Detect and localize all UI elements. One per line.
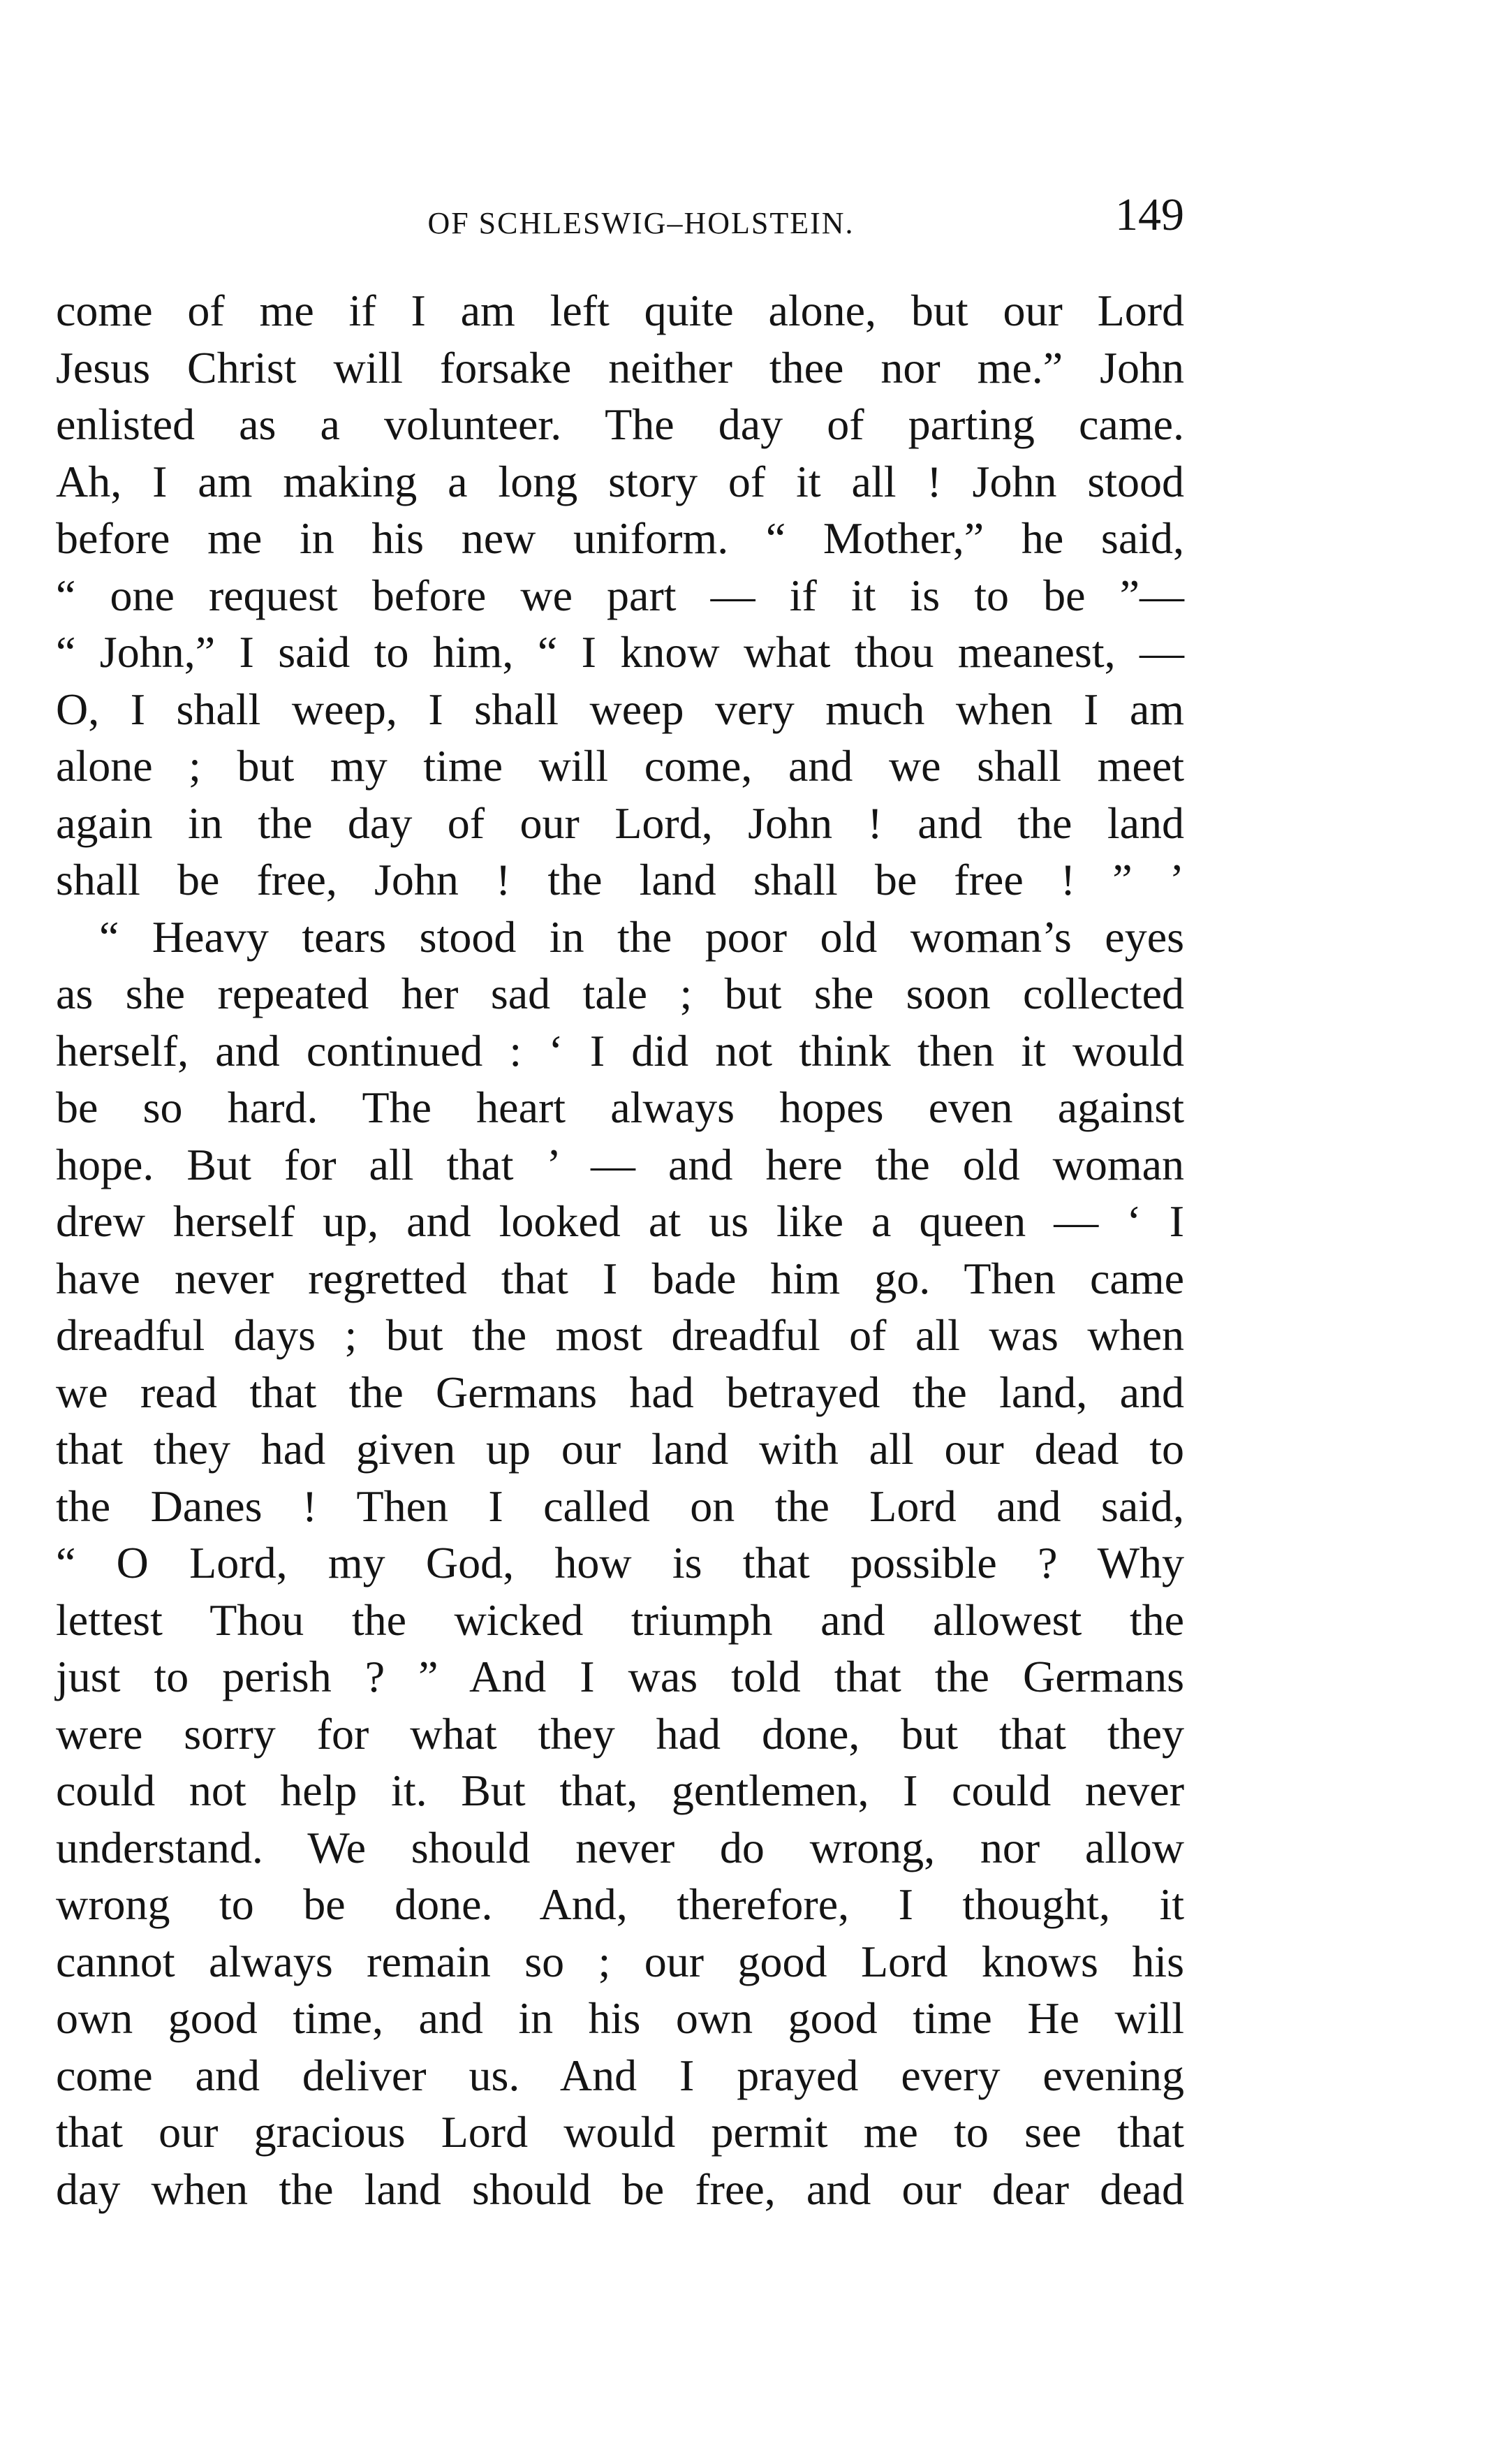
text-line: “ Heavy tears stood in the poor old woman’s eyes	[99, 911, 1184, 962]
text-line: shall be free, John ! the land shall be free ! ” ’	[56, 855, 1184, 904]
body-text	[56, 282, 1184, 2217]
page-number: 149	[1115, 189, 1184, 240]
running-head	[56, 183, 1184, 246]
text-line: alone ; but my time will come, and we shall meet	[56, 741, 1184, 791]
text-line: drew herself up, and looked at us like a queen — ‘ I	[56, 1196, 1184, 1246]
text-line: were sorry for what they had done, but that they	[56, 1708, 1184, 1759]
text-line: herself, and continued : ‘ I did not think then it would	[56, 1025, 1184, 1076]
text-line: as she repeated her sad tale ; but she soon collected	[56, 969, 1184, 1018]
text-line: dreadful days ; but the most dreadful of all was when	[56, 1310, 1184, 1360]
text-line: have never regretted that I bade him go. Then came	[56, 1253, 1184, 1303]
text-line: we read that the Germans had betrayed the land, and	[56, 1367, 1184, 1417]
text-line: just to perish ? ” And I was told that the Germans	[56, 1652, 1184, 1701]
text-line: cannot always remain so ; our good Lord knows his	[56, 1936, 1184, 1986]
text-line: “ one request before we part — if it is to be ”—	[56, 570, 1184, 620]
text-line: “ O Lord, my God, how is that possible ? Why	[56, 1538, 1184, 1587]
text-line: that our gracious Lord would permit me to see that	[56, 2107, 1184, 2157]
text-line: Ah, I am making a long story of it all ! John stood	[56, 456, 1184, 506]
text-line: before me in his new uniform. “ Mother,” he said,	[56, 513, 1184, 563]
text-line: hope. But for all that ’ — and here the old woman	[56, 1139, 1184, 1189]
text-line: come and deliver us. And I prayed every evening	[56, 2050, 1184, 2100]
text-line: day when the land should be free, and our dear dead	[56, 2164, 1184, 2214]
text-line: could not help it. But that, gentlemen, I could never	[56, 1766, 1184, 1815]
text-line: the Danes ! Then I called on the Lord and said,	[56, 1481, 1184, 1531]
text-line: lettest Thou the wicked triumph and allowest the	[56, 1594, 1184, 1645]
text-line: that they had given up our land with all our dead to	[56, 1424, 1184, 1474]
text-line: own good time, and in his own good time He will	[56, 1993, 1184, 2043]
text-line: understand. We should never do wrong, nor allow	[56, 1822, 1184, 1872]
text-line: again in the day of our Lord, John ! and the land	[56, 798, 1184, 848]
text-line: O, I shall weep, I shall weep very much when I am	[56, 684, 1184, 734]
text-line: enlisted as a volunteer. The day of parting came.	[56, 399, 1184, 449]
text-line: Jesus Christ will forsake neither thee nor me.” John	[56, 342, 1184, 393]
text-line: come of me if I am left quite alone, but our Lord	[56, 286, 1184, 335]
text-line: “ John,” I said to him, “ I know what thou meanest, —	[56, 627, 1184, 677]
text-line: wrong to be done. And, therefore, I thought, it	[56, 1879, 1184, 1929]
text-line: be so hard. The heart always hopes even against	[56, 1083, 1184, 1132]
running-title: OF SCHLESWIG–HOLSTEIN.	[427, 206, 855, 240]
